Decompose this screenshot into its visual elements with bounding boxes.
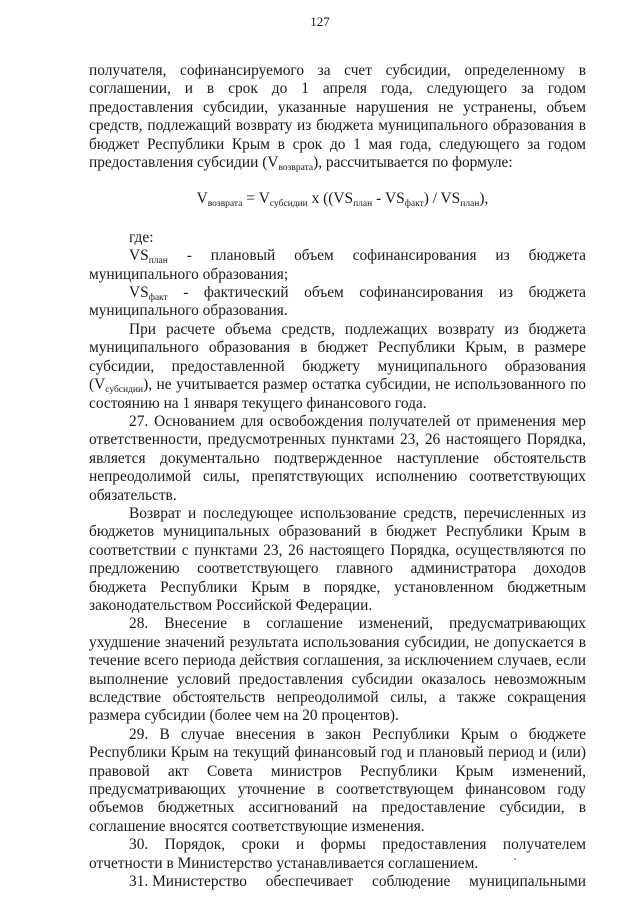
- paragraph-return-conditions: получателя, софинансируемого за счет субсидии, определенному в соглашении, и в срок до 1 апреля года, следующего за годом предоставления субсидии, указанные нарушения не устранены, объем средств, подлежащий возврату из бюджета муниципального образования в бюджет Республики Крым в срок до 1 мая года, следующего за годом предоставления субсидии $(V_{возврата})$, рассчитывается по формуле:: [89, 62, 586, 174]
- page-number: 127: [310, 14, 330, 29]
- paragraph-30: 30. Порядок, сроки и формы предоставления получателем отчетности в Министерство устанавливается соглашением.: [89, 836, 586, 872]
- definition-vs-fact: $VS_{факт}$ - фактический объем софинансирования из бюджета: [129, 284, 586, 304]
- paragraph-27-return: Возврат и последующее использование средств, перечисленных из бюджетов муниципальных образований в бюджет Республики Крым в соответствии с пунктами 23, 26 настоящего Порядка, осуществляются по предложению соответствующего главного администратора доходов бюджета Республики Крым в порядке, установленном бюджетным законодательством Российской Федерации.: [89, 504, 586, 614]
- paragraph-28: 28. Внесение в соглашение изменений, предусматривающих ухудшение значений результата использования субсидии, не допускается в течение всего периода действия соглашения, за исключением случаев, если выполнение условий предоставления субсидии оказалось невозможным вследствие обстоятельств непреодолимой силы, а также сокращения размера субсидии (более чем на 20 процентов).: [89, 615, 586, 725]
- return-formula: $V_{возврата} = V_{субсидии}$ x $((VS_{план} - VS_{факт}) / VS_{план})$,: [196, 190, 489, 210]
- definition-vs-plan-continuation: муниципального образования;: [89, 265, 289, 283]
- definition-vs-fact-continuation: муниципального образования.: [89, 302, 288, 320]
- where-label: где:: [129, 228, 154, 246]
- scan-speck: [514, 858, 516, 860]
- paragraph-calculation-note: При расчете объема средств, подлежащих возврату из бюджета муниципального образования в бюджет Республики Крым, в размере субсидии, предоставленной бюджету муниципального образования $(V_{субсидии})$, не учитывается размер остатка субсидии, не использованного по состоянию на 1 января текущего финансового года.: [89, 320, 586, 412]
- paragraph-29: 29. В случае внесения в закон Республики Крым о бюджете Республики Крым на текущий финансовый год и плановый период и (или) правовой акт Совета министров Республики Крым изменений, предусматривающих уточнение в соответствующем финансовом году объемов бюджетных ассигнований на предоставление субсидии, в соглашение вносятся соответствующие изменения.: [89, 725, 586, 835]
- document-body: [89, 62, 586, 891]
- paragraph-27: 27. Основанием для освобождения получателей от применения мер ответственности, предусмотренных пунктами 23, 26 настоящего Порядка, является документально подтвержденное наступление обстоятельств непреодолимой силы, препятствующих исполнению соответствующих обязательств.: [89, 412, 586, 504]
- definition-vs-plan: $VS_{план}$ - плановый объем софинансирования из бюджета: [129, 247, 586, 267]
- paragraph-31: 31. Министерство обеспечивает соблюдение муниципальными: [129, 873, 586, 891]
